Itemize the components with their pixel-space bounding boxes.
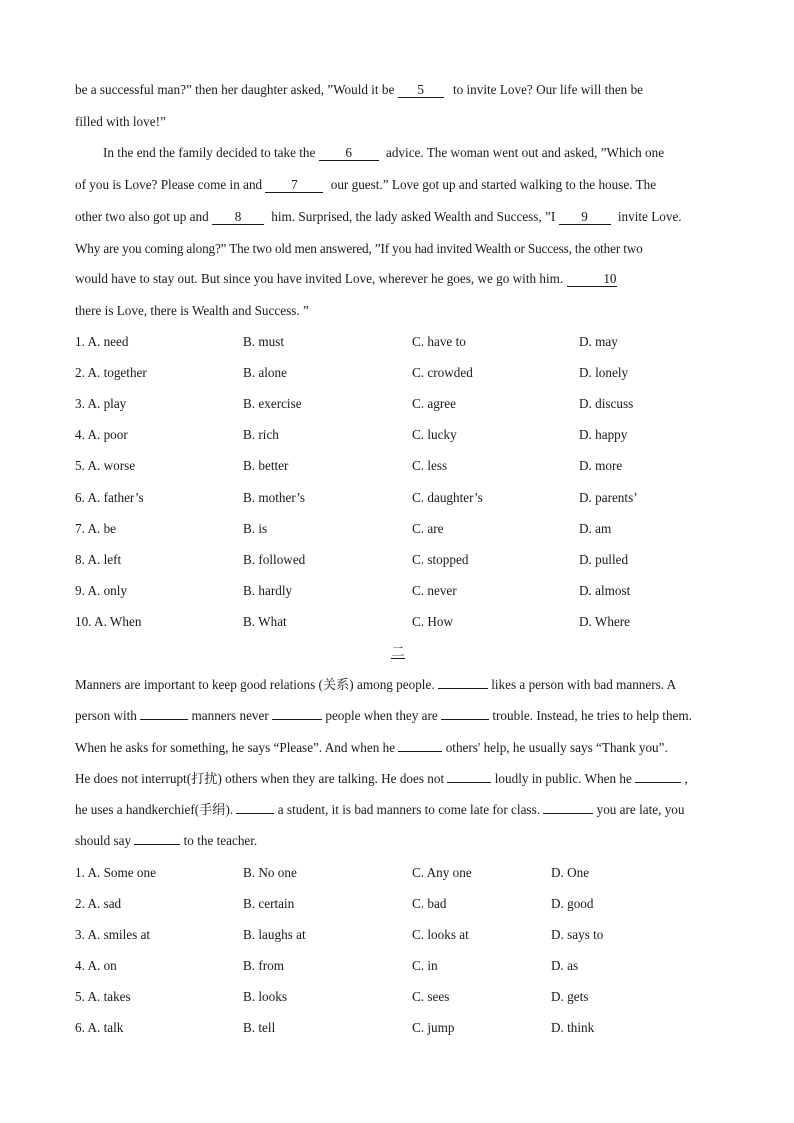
option-c[interactable]: C. How (412, 613, 454, 629)
passage2-line-5 (75, 801, 721, 819)
option-row (75, 426, 721, 444)
text-span: to invite Love? Our life will then be (452, 82, 644, 97)
option-d[interactable]: D. think (551, 1020, 595, 1035)
option-row (75, 1019, 721, 1037)
text-span: him. Surprised, the lady asked Wealth and Success, ”I (271, 209, 556, 224)
blank-p2-8[interactable] (236, 813, 274, 814)
blank-6[interactable]: 6 (319, 145, 379, 161)
passage2-line-2 (75, 707, 721, 725)
text-span: to the teacher. (183, 833, 258, 848)
section-2-title (389, 643, 407, 661)
option-row (75, 489, 721, 507)
option-row (75, 864, 721, 882)
option-d[interactable]: D. happy (579, 427, 628, 443)
option-row (75, 895, 721, 913)
blank-10[interactable]: 10 (567, 271, 617, 287)
text-span: our guest.” Love got up and started walking to the house. The (330, 177, 657, 192)
option-c[interactable]: C. stopped (412, 551, 469, 567)
text-span: people when they are (325, 708, 438, 723)
text-span: you are late, you (596, 802, 685, 817)
option-row (75, 333, 721, 351)
option-b[interactable]: B. mother’s (243, 489, 306, 505)
text-span: he uses a handkerchief(手绢). (75, 802, 234, 817)
option-d[interactable]: D. may (579, 334, 618, 349)
option-b[interactable]: B. certain (243, 896, 295, 911)
option-row (75, 988, 721, 1006)
text-span: person with (75, 708, 137, 723)
option-b[interactable]: B. exercise (243, 396, 302, 412)
text-span: Manners are important to keep good relations (关系) among people. (75, 677, 435, 692)
option-a[interactable]: 3. A. smiles at (75, 927, 151, 942)
option-b[interactable]: B. must (243, 334, 285, 349)
option-a[interactable]: 6. A. father’s (75, 489, 144, 505)
passage1-line-4 (75, 176, 721, 194)
blank-p2-5[interactable] (398, 751, 442, 752)
text-span: He does not interrupt(打扰) others when they are talking. He does not (75, 771, 445, 786)
option-d[interactable]: D. pulled (579, 551, 629, 567)
option-c[interactable]: C. looks at (412, 927, 469, 942)
option-a[interactable]: 3. A. play (75, 396, 127, 412)
option-a[interactable]: 4. A. poor (75, 427, 128, 443)
option-b[interactable]: B. What (243, 613, 287, 629)
option-c[interactable]: C. in (412, 958, 438, 973)
option-a[interactable]: 10. A. When (75, 613, 142, 629)
option-b[interactable]: B. is (243, 520, 268, 536)
option-row (75, 520, 721, 538)
text-span: invite Love. (617, 209, 682, 224)
blank-p2-2[interactable] (140, 719, 188, 720)
option-d[interactable]: D. discuss (579, 396, 634, 412)
option-c[interactable]: C. lucky (412, 427, 457, 443)
option-a[interactable]: 5. A. worse (75, 458, 136, 474)
blank-p2-7[interactable] (635, 782, 681, 783)
passage1-line-3 (75, 144, 721, 162)
text-span: other two also got up and (75, 209, 209, 224)
option-d[interactable]: D. One (551, 865, 590, 880)
option-a[interactable]: 1. A. Some one (75, 865, 156, 880)
text-span: , (684, 771, 688, 786)
option-row (75, 457, 721, 475)
blank-p2-4[interactable] (441, 719, 489, 720)
blank-7[interactable]: 7 (265, 177, 323, 193)
option-d[interactable]: D. gets (551, 989, 589, 1004)
option-d[interactable]: D. lonely (579, 365, 629, 381)
passage2-line-1 (75, 676, 721, 694)
blank-p2-1[interactable] (438, 688, 488, 689)
option-a[interactable]: 2. A. together (75, 365, 147, 381)
option-row (75, 613, 721, 631)
text-span: When he asks for something, he says “Please”. And when he (75, 740, 396, 755)
passage2-line-4 (75, 770, 721, 788)
text-span: others' help, he usually says “Thank you”. (445, 740, 668, 755)
blank-p2-6[interactable] (447, 782, 491, 783)
option-a[interactable]: 6. A. talk (75, 1020, 124, 1035)
passage2-line-6 (75, 832, 721, 850)
option-a[interactable]: 1. A. need (75, 334, 129, 349)
option-b[interactable]: B. hardly (243, 582, 293, 598)
option-b[interactable]: B. looks (243, 989, 287, 1004)
option-c[interactable]: C. have to (412, 334, 466, 349)
option-c[interactable]: C. agree (412, 396, 456, 412)
option-b[interactable]: B. alone (243, 365, 287, 381)
blank-p2-9[interactable] (543, 813, 593, 814)
text-span: loudly in public. When he (494, 771, 632, 786)
option-c[interactable]: C. jump (412, 1020, 455, 1035)
option-c[interactable]: C. Any one (412, 865, 472, 880)
blank-9[interactable]: 9 (559, 209, 611, 225)
text-span: likes a person with bad manners. A (491, 677, 677, 692)
option-c[interactable]: C. are (412, 520, 444, 536)
option-row (75, 551, 721, 569)
option-c[interactable]: C. less (412, 458, 448, 474)
passage1-line-6: Why are you coming along?” The two old men answered, ”If you had invited Wealth or Success, the other two (75, 241, 643, 256)
option-row (75, 582, 721, 600)
option-b[interactable]: B. tell (243, 1020, 276, 1035)
option-a[interactable]: 2. A. sad (75, 896, 122, 911)
blank-5[interactable]: 5 (398, 82, 444, 98)
option-b[interactable]: B. laughs at (243, 927, 306, 942)
text-span: be a successful man?” then her daughter asked, ”Would it be (75, 82, 395, 97)
text-span: would have to stay out. But since you have invited Love, wherever he goes, we go with him. (75, 271, 564, 286)
option-c[interactable]: C. crowded (412, 365, 473, 381)
passage2-line-3 (75, 739, 721, 757)
option-d[interactable]: D. says to (551, 927, 604, 942)
option-row (75, 957, 721, 975)
option-a[interactable]: 5. A. takes (75, 989, 131, 1004)
option-b[interactable]: B. followed (243, 551, 306, 567)
option-c[interactable]: C. bad (412, 896, 447, 911)
passage1-line-5 (75, 208, 721, 226)
option-a[interactable]: 9. A. only (75, 582, 128, 598)
option-d[interactable]: D. Where (579, 613, 631, 629)
passage1-line-7 (75, 270, 721, 288)
passage1-line-1 (75, 81, 721, 99)
passage1-line-2: filled with love!” (75, 114, 166, 129)
text-span: of you is Love? Please come in and (75, 177, 263, 192)
option-row (75, 926, 721, 944)
option-d[interactable]: D. good (551, 896, 594, 911)
option-a[interactable]: 8. A. left (75, 551, 122, 567)
text-span: manners never (191, 708, 269, 723)
option-c[interactable]: C. sees (412, 989, 450, 1004)
option-c[interactable]: C. never (412, 582, 457, 598)
option-d[interactable]: D. more (579, 458, 623, 474)
section-2-title-text: 二 (391, 644, 405, 659)
option-d[interactable]: D. am (579, 520, 612, 536)
text-span: advice. The woman went out and asked, ”Which one (385, 145, 665, 160)
option-row (75, 395, 721, 413)
blank-p2-3[interactable] (272, 719, 322, 720)
text-span: trouble. Instead, he tries to help them. (492, 708, 692, 723)
blank-8[interactable]: 8 (212, 209, 264, 225)
option-b[interactable]: B. rich (243, 427, 279, 443)
option-d[interactable]: D. as (551, 958, 579, 973)
option-a[interactable]: 7. A. be (75, 520, 117, 536)
text-span: should say (75, 833, 132, 848)
option-d[interactable]: D. parents’ (579, 489, 638, 505)
passage1-line-8: there is Love, there is Wealth and Success. ” (75, 303, 309, 318)
option-c[interactable]: C. daughter’s (412, 489, 483, 505)
option-a[interactable]: 4. A. on (75, 958, 117, 973)
option-row (75, 364, 721, 382)
option-b[interactable]: B. from (243, 958, 285, 973)
option-d[interactable]: D. almost (579, 582, 631, 598)
option-b[interactable]: B. better (243, 458, 289, 474)
text-span: In the end the family decided to take the (103, 145, 316, 160)
option-b[interactable]: B. No one (243, 865, 297, 880)
text-span: a student, it is bad manners to come late for class. (277, 802, 540, 817)
blank-p2-10[interactable] (134, 844, 180, 845)
